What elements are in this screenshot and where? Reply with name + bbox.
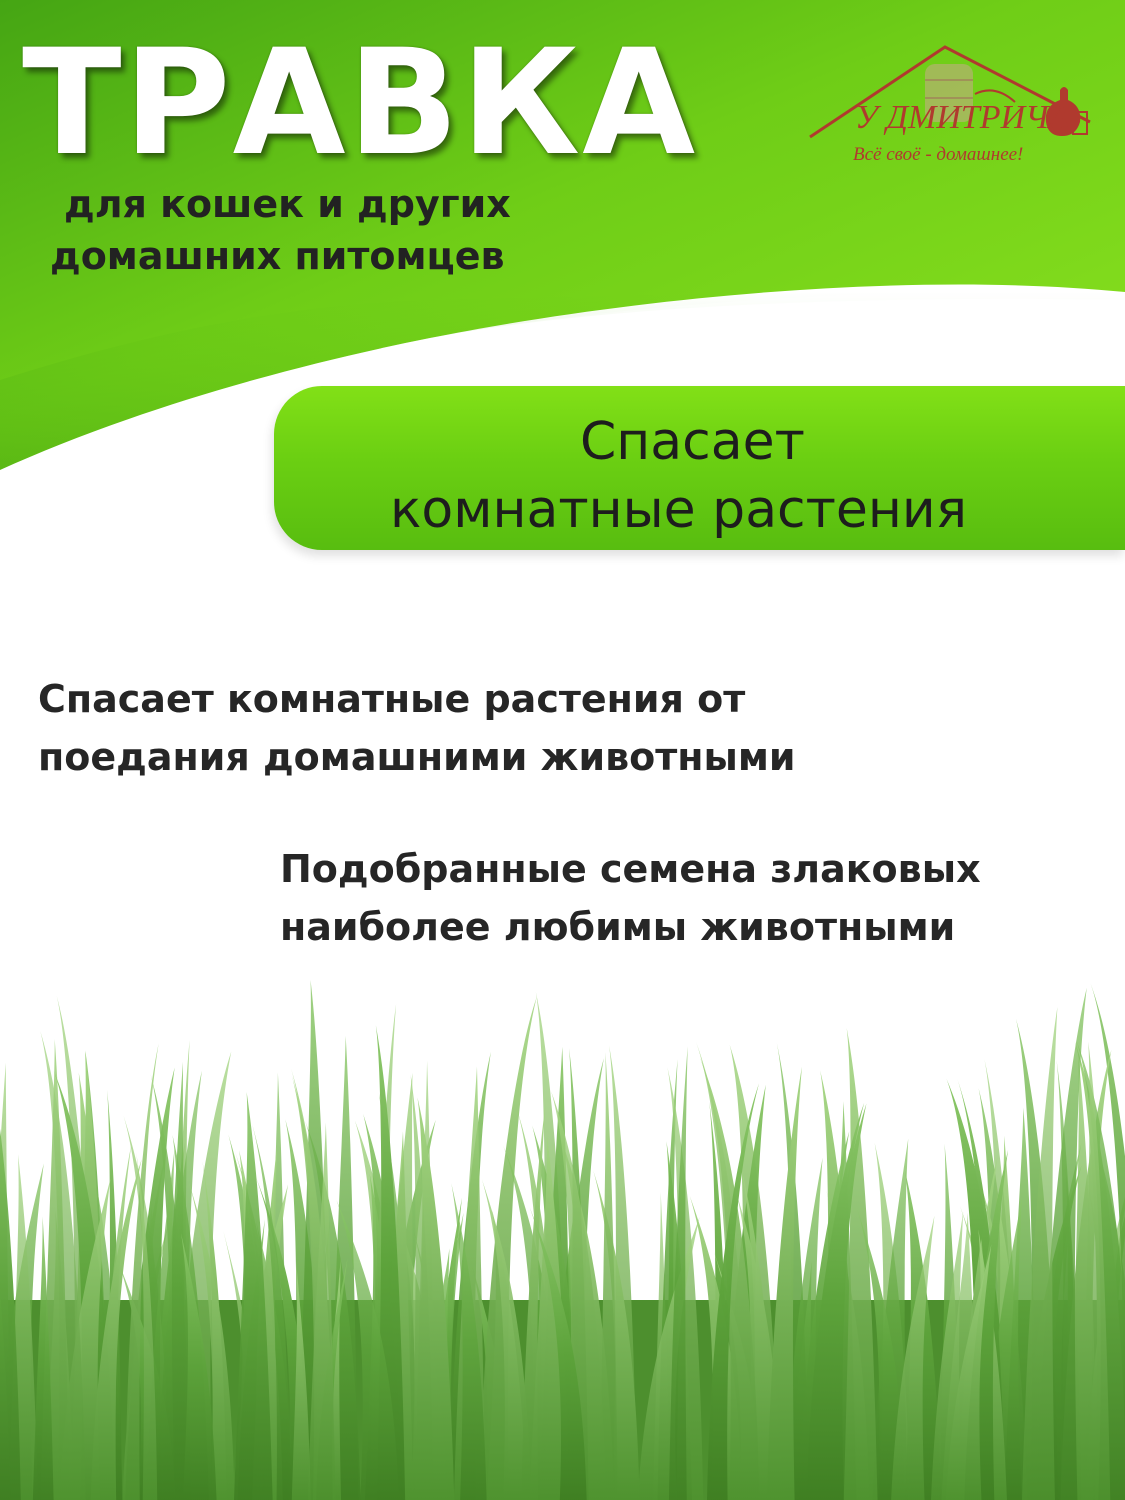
feature-1-line-2: поедания домашними животными bbox=[38, 735, 796, 779]
logo-slogan: Всё своё - домашнее! bbox=[853, 144, 1024, 165]
feature-text-1 bbox=[38, 670, 796, 786]
badge-line-2: комнатные растения bbox=[390, 480, 968, 540]
feature-2-line-2: наиболее любимы животными bbox=[280, 905, 956, 949]
product-subtitle bbox=[50, 178, 650, 282]
logo-name: У ДМИТРИЧА bbox=[855, 99, 1070, 136]
feature-1-line-1: Спасает комнатные растения от bbox=[38, 677, 746, 721]
grass-image bbox=[0, 970, 1125, 1500]
subtitle-line-1: для кошек и других bbox=[64, 182, 511, 226]
feature-2-line-1: Подобранные семена злаковых bbox=[280, 847, 981, 891]
brand-logo bbox=[805, 42, 1095, 172]
subtitle-line-2: домашних питомцев bbox=[50, 234, 505, 278]
product-title: ТРАВКА bbox=[22, 18, 698, 188]
feature-text-2 bbox=[280, 840, 981, 956]
highlight-badge-text bbox=[330, 408, 1090, 544]
badge-line-1: Спасает bbox=[580, 412, 805, 472]
